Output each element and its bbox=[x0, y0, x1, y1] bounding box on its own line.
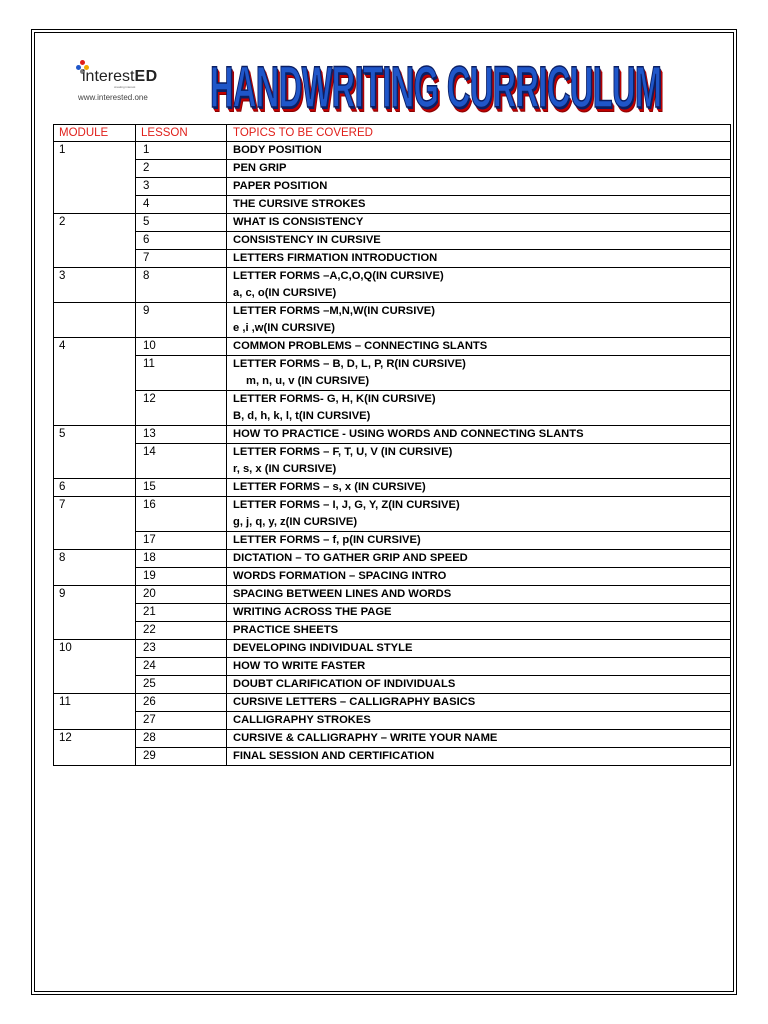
topic-text: PEN GRIP bbox=[233, 162, 287, 174]
module-cell bbox=[54, 196, 136, 214]
topic-text: LETTER FORMS – B, D, L, P, R(IN CURSIVE) bbox=[233, 358, 466, 370]
table-row bbox=[54, 160, 731, 178]
table-row bbox=[54, 748, 731, 766]
header-topics: TOPICS TO BE COVERED bbox=[227, 125, 731, 142]
topic-cell bbox=[227, 568, 731, 586]
topic-text: a, c, o(IN CURSIVE) bbox=[233, 287, 337, 299]
table-row bbox=[54, 268, 731, 303]
lesson-cell: 8 bbox=[136, 268, 227, 303]
topic-text: LETTER FORMS – I, J, G, Y, Z(IN CURSIVE) bbox=[233, 499, 460, 511]
lesson-cell: 21 bbox=[136, 604, 227, 622]
topic-text: BODY POSITION bbox=[233, 144, 322, 156]
module-cell: 5 bbox=[54, 426, 136, 444]
lesson-cell: 19 bbox=[136, 568, 227, 586]
lesson-cell: 7 bbox=[136, 250, 227, 268]
table-row bbox=[54, 444, 731, 479]
topic-text: PRACTICE SHEETS bbox=[233, 624, 339, 636]
lesson-cell: 17 bbox=[136, 532, 227, 550]
lesson-cell: 10 bbox=[136, 338, 227, 356]
table-row bbox=[54, 694, 731, 712]
topic-text: DOUBT CLARIFICATION OF INDIVIDUALS bbox=[233, 678, 456, 690]
table-row bbox=[54, 338, 731, 356]
lesson-cell: 25 bbox=[136, 676, 227, 694]
topic-cell bbox=[227, 532, 731, 550]
topic-text: WRITING ACROSS THE PAGE bbox=[233, 606, 392, 618]
topic-text: m, n, u, v (IN CURSIVE) bbox=[246, 375, 370, 387]
lesson-cell: 9 bbox=[136, 303, 227, 338]
table-row bbox=[54, 178, 731, 196]
topic-text: r, s, x (IN CURSIVE) bbox=[233, 463, 337, 475]
topic-cell bbox=[227, 748, 731, 766]
lesson-cell: 26 bbox=[136, 694, 227, 712]
table-row bbox=[54, 426, 731, 444]
table-row bbox=[54, 712, 731, 730]
topic-cell bbox=[227, 303, 731, 338]
topic-cell bbox=[227, 250, 731, 268]
lesson-cell: 29 bbox=[136, 748, 227, 766]
topic-text: PAPER POSITION bbox=[233, 180, 328, 192]
table-row bbox=[54, 532, 731, 550]
topic-cell bbox=[227, 658, 731, 676]
module-cell: 11 bbox=[54, 694, 136, 712]
lesson-cell: 4 bbox=[136, 196, 227, 214]
table-row bbox=[54, 356, 731, 391]
module-cell: 6 bbox=[54, 479, 136, 497]
topic-cell bbox=[227, 550, 731, 568]
module-cell bbox=[54, 712, 136, 730]
lesson-cell: 6 bbox=[136, 232, 227, 250]
topic-cell bbox=[227, 730, 731, 748]
module-cell: 12 bbox=[54, 730, 136, 748]
table-row bbox=[54, 214, 731, 232]
topic-text: LETTER FORMS – s, x (IN CURSIVE) bbox=[233, 481, 426, 493]
logo-url: www.interested.one bbox=[78, 93, 148, 102]
brand-logo bbox=[74, 58, 194, 108]
lesson-cell: 3 bbox=[136, 178, 227, 196]
table-header-row bbox=[54, 125, 731, 142]
lesson-cell: 23 bbox=[136, 640, 227, 658]
module-cell bbox=[54, 676, 136, 694]
table-row bbox=[54, 640, 731, 658]
topic-text: CALLIGRAPHY STROKES bbox=[233, 714, 371, 726]
topic-text: B, d, h, k, l, t(IN CURSIVE) bbox=[233, 410, 371, 422]
topic-cell bbox=[227, 676, 731, 694]
topic-text: DEVELOPING INDIVIDUAL STYLE bbox=[233, 642, 413, 654]
topic-text: CURSIVE & CALLIGRAPHY – WRITE YOUR NAME bbox=[233, 732, 498, 744]
module-cell bbox=[54, 303, 136, 338]
topic-cell bbox=[227, 694, 731, 712]
topic-text: THE CURSIVE STROKES bbox=[233, 198, 366, 210]
topic-text: FINAL SESSION AND CERTIFICATION bbox=[233, 750, 435, 762]
lesson-cell: 20 bbox=[136, 586, 227, 604]
topic-text: LETTERS FIRMATION INTRODUCTION bbox=[233, 252, 438, 264]
topic-cell bbox=[227, 356, 731, 391]
header-lesson: LESSON bbox=[136, 125, 227, 142]
topic-cell bbox=[227, 444, 731, 479]
topic-text: LETTER FORMS – F, T, U, V (IN CURSIVE) bbox=[233, 446, 453, 458]
topic-cell bbox=[227, 178, 731, 196]
topic-cell bbox=[227, 712, 731, 730]
module-cell bbox=[54, 532, 136, 550]
lesson-cell: 11 bbox=[136, 356, 227, 391]
topic-cell bbox=[227, 268, 731, 303]
logo-wordmark bbox=[82, 68, 158, 86]
topic-cell bbox=[227, 586, 731, 604]
table-row bbox=[54, 658, 731, 676]
module-cell bbox=[54, 356, 136, 391]
topic-text: LETTER FORMS –M,N,W(IN CURSIVE) bbox=[233, 305, 435, 317]
topic-cell bbox=[227, 338, 731, 356]
table-row bbox=[54, 142, 731, 160]
topic-cell bbox=[227, 479, 731, 497]
page-title: HANDWRITING CURRICULUM bbox=[210, 55, 662, 120]
topic-cell bbox=[227, 142, 731, 160]
topic-cell bbox=[227, 391, 731, 426]
header-module: MODULE bbox=[54, 125, 136, 142]
curriculum-table bbox=[53, 124, 731, 766]
topic-cell bbox=[227, 426, 731, 444]
module-cell bbox=[54, 568, 136, 586]
table-row bbox=[54, 586, 731, 604]
topic-cell bbox=[227, 622, 731, 640]
module-cell bbox=[54, 604, 136, 622]
module-cell bbox=[54, 178, 136, 196]
lesson-cell: 16 bbox=[136, 497, 227, 532]
module-cell: 4 bbox=[54, 338, 136, 356]
table-row bbox=[54, 479, 731, 497]
topic-text: LETTER FORMS –A,C,O,Q(IN CURSIVE) bbox=[233, 270, 444, 282]
module-cell bbox=[54, 748, 136, 766]
module-cell: 3 bbox=[54, 268, 136, 303]
topic-cell bbox=[227, 640, 731, 658]
topic-cell bbox=[227, 160, 731, 178]
topic-text: WORDS FORMATION – SPACING INTRO bbox=[233, 570, 447, 582]
lesson-cell: 22 bbox=[136, 622, 227, 640]
module-cell: 2 bbox=[54, 214, 136, 232]
module-cell bbox=[54, 622, 136, 640]
module-cell bbox=[54, 232, 136, 250]
table-row bbox=[54, 568, 731, 586]
topic-text: DICTATION – TO GATHER GRIP AND SPEED bbox=[233, 552, 468, 564]
lesson-cell: 14 bbox=[136, 444, 227, 479]
topic-text: SPACING BETWEEN LINES AND WORDS bbox=[233, 588, 452, 600]
table-row bbox=[54, 196, 731, 214]
table-row bbox=[54, 497, 731, 532]
table-row bbox=[54, 676, 731, 694]
lesson-cell: 1 bbox=[136, 142, 227, 160]
table-row bbox=[54, 604, 731, 622]
lesson-cell: 24 bbox=[136, 658, 227, 676]
lesson-cell: 5 bbox=[136, 214, 227, 232]
module-cell: 10 bbox=[54, 640, 136, 658]
topic-text: WHAT IS CONSISTENCY bbox=[233, 216, 364, 228]
lesson-cell: 13 bbox=[136, 426, 227, 444]
topic-text: COMMON PROBLEMS – CONNECTING SLANTS bbox=[233, 340, 488, 352]
module-cell: 8 bbox=[54, 550, 136, 568]
table-row bbox=[54, 391, 731, 426]
topic-text: CURSIVE LETTERS – CALLIGRAPHY BASICS bbox=[233, 696, 476, 708]
lesson-cell: 18 bbox=[136, 550, 227, 568]
table-row bbox=[54, 232, 731, 250]
logo-brand-prefix: interest bbox=[82, 68, 135, 85]
module-cell bbox=[54, 444, 136, 479]
table-row bbox=[54, 250, 731, 268]
topic-text: HOW TO PRACTICE - USING WORDS AND CONNECTING SLANTS bbox=[233, 428, 584, 440]
module-cell bbox=[54, 160, 136, 178]
module-cell bbox=[54, 250, 136, 268]
topic-cell bbox=[227, 232, 731, 250]
topic-text: LETTER FORMS – f, p(IN CURSIVE) bbox=[233, 534, 421, 546]
table-row bbox=[54, 730, 731, 748]
table-row bbox=[54, 550, 731, 568]
module-cell bbox=[54, 658, 136, 676]
lesson-cell: 15 bbox=[136, 479, 227, 497]
table-row bbox=[54, 303, 731, 338]
module-cell: 7 bbox=[54, 497, 136, 532]
topic-text: CONSISTENCY IN CURSIVE bbox=[233, 234, 381, 246]
lesson-cell: 2 bbox=[136, 160, 227, 178]
lesson-cell: 12 bbox=[136, 391, 227, 426]
topic-cell bbox=[227, 196, 731, 214]
lesson-cell: 28 bbox=[136, 730, 227, 748]
module-cell: 1 bbox=[54, 142, 136, 160]
table-row bbox=[54, 622, 731, 640]
topic-text: LETTER FORMS- G, H, K(IN CURSIVE) bbox=[233, 393, 436, 405]
topic-text: e ,i ,w(IN CURSIVE) bbox=[233, 322, 335, 334]
module-cell bbox=[54, 391, 136, 426]
topic-text: HOW TO WRITE FASTER bbox=[233, 660, 366, 672]
lesson-cell: 27 bbox=[136, 712, 227, 730]
logo-tagline: creating interest bbox=[114, 85, 136, 89]
topic-cell bbox=[227, 497, 731, 532]
logo-brand-suffix: ED bbox=[134, 68, 158, 85]
topic-cell bbox=[227, 214, 731, 232]
topic-text: g, j, q, y, z(IN CURSIVE) bbox=[233, 516, 358, 528]
topic-cell bbox=[227, 604, 731, 622]
module-cell: 9 bbox=[54, 586, 136, 604]
